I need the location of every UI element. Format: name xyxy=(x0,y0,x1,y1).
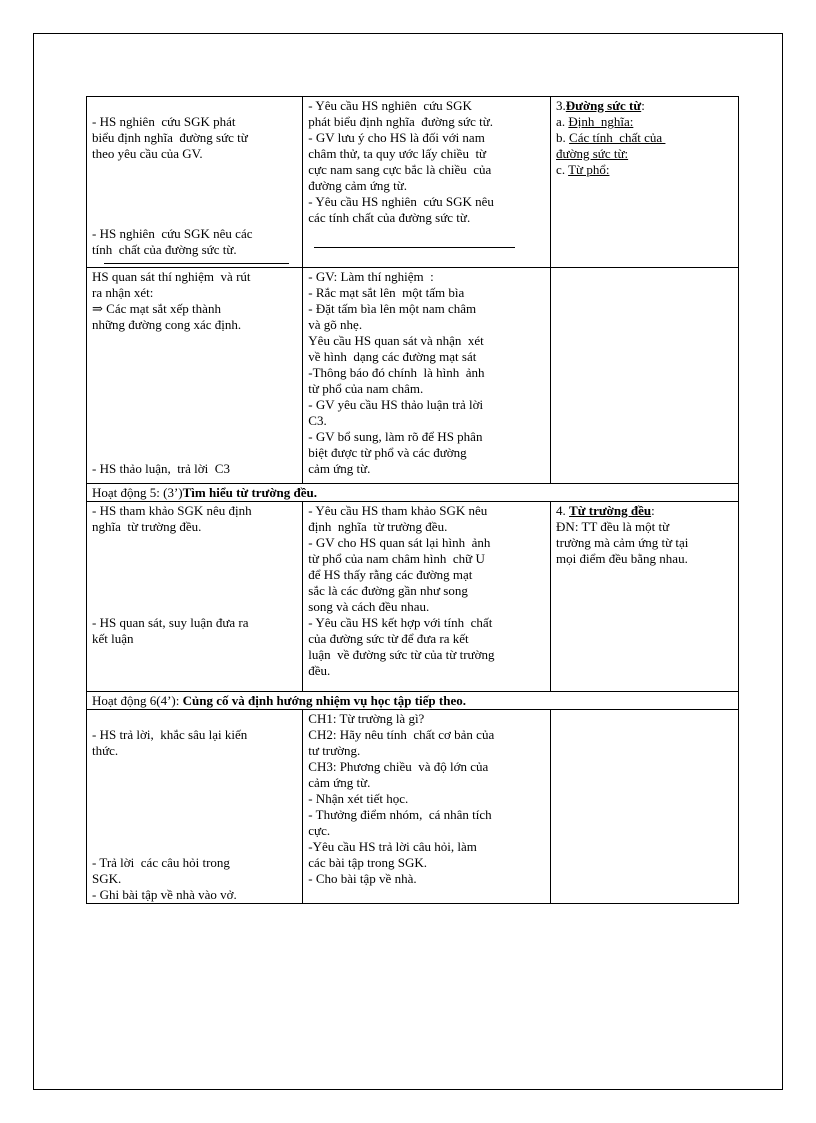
text-line: từ phổ của nam châm. xyxy=(308,381,424,396)
text-line: ⇒ Các mạt sắt xếp thành xyxy=(92,301,221,316)
content-cell xyxy=(551,502,739,692)
text-line: đường cảm ứng từ. xyxy=(308,178,408,193)
text-line: và gõ nhẹ. xyxy=(308,317,363,332)
subsection-b: b. Các tính chất của xyxy=(556,130,666,145)
lesson-plan-table xyxy=(86,96,739,904)
teacher-activity-cell xyxy=(303,97,551,268)
subsection-c: c. Từ phổ: xyxy=(556,162,610,177)
text-line: các bài tập trong SGK. xyxy=(308,855,428,870)
activity-title: Củng cố và định hướng nhiệm vụ học tập tiếp theo. xyxy=(182,693,466,708)
activity-title: Tìm hiểu từ trường đều. xyxy=(182,485,318,500)
text-line: - Yêu cầu HS nghiên cứu SGK nêu xyxy=(308,194,494,209)
text-line: của đường sức từ để đưa ra kết xyxy=(308,631,469,646)
student-activity-cell xyxy=(87,268,303,484)
text-line: nghĩa từ trường đều. xyxy=(92,519,202,534)
text-line: để HS thấy rằng các đường mạt xyxy=(308,567,473,582)
text-line: theo yêu cầu của GV. xyxy=(92,146,203,161)
student-activity-cell xyxy=(87,502,303,692)
activity-heading xyxy=(87,692,739,710)
text-line: những đường cong xác định. xyxy=(92,317,242,332)
text-line: cảm ứng từ. xyxy=(308,461,371,476)
text-line: - GV cho HS quan sát lại hình ảnh xyxy=(308,535,491,550)
text-line: tư trường. xyxy=(308,743,361,758)
content-cell xyxy=(551,97,739,268)
text-line: - HS tham khảo SGK nêu định xyxy=(92,503,252,518)
activity-label: Hoạt động 6(4’): xyxy=(92,693,183,708)
content-cell xyxy=(551,710,739,904)
text-line: cảm ứng từ. xyxy=(308,775,371,790)
content-cell xyxy=(551,268,739,484)
activity-6-heading-row xyxy=(87,692,739,710)
text-line: từ phổ của nam châm hình chữ U xyxy=(308,551,485,566)
text-line: song và cách đều nhau. xyxy=(308,599,430,614)
teacher-activity-cell xyxy=(303,710,551,904)
text-line: - Ghi bài tập về nhà vào vở. xyxy=(92,887,237,902)
text-line: CH3: Phương chiều và độ lớn của xyxy=(308,759,489,774)
section-heading: 3.Đường sức từ: xyxy=(556,98,645,113)
text-line: cực. xyxy=(308,823,331,838)
text-line: - GV yêu cầu HS thảo luận trả lời xyxy=(308,397,484,412)
text-line: ra nhận xét: xyxy=(92,285,154,300)
text-line: - GV: Làm thí nghiệm : xyxy=(308,269,434,284)
text-line: thức. xyxy=(92,743,119,758)
text-line: - Đặt tấm bìa lên một nam châm xyxy=(308,301,477,316)
text-line: tính chất của đường sức từ. xyxy=(92,242,237,257)
text-line: biểu định nghĩa đường sức từ xyxy=(92,130,248,145)
text-line: - GV lưu ý cho HS là đối với nam xyxy=(308,130,485,145)
text-line: định nghĩa từ trường đều. xyxy=(308,519,448,534)
student-activity-cell xyxy=(87,710,303,904)
text-line: về hình dạng các đường mạt sát xyxy=(308,349,477,364)
text-line: - Thưởng điểm nhóm, cá nhân tích xyxy=(308,807,492,822)
text-line: - Cho bài tập về nhà. xyxy=(308,871,417,886)
text-line: - HS nghiên cứu SGK nêu các xyxy=(92,226,253,241)
separator-line xyxy=(92,258,297,267)
student-activity-cell xyxy=(87,97,303,268)
text-line: -Yêu cầu HS trả lời câu hỏi, làm xyxy=(308,839,477,854)
text-line: - Nhận xét tiết học. xyxy=(308,791,409,806)
activity-5-heading-row xyxy=(87,484,739,502)
text-line: kết luận xyxy=(92,631,134,646)
text-line: CH1: Từ trường là gì? xyxy=(308,711,425,726)
text-line: châm thử, ta quy ước lấy chiều từ xyxy=(308,146,487,161)
table-row-field-lines xyxy=(87,97,739,268)
text-line: - HS trả lời, khắc sâu lại kiến xyxy=(92,727,248,742)
text-line: các tính chất của đường sức từ. xyxy=(308,210,471,225)
text-line: ĐN: TT đều là một từ xyxy=(556,519,670,534)
text-line: - HS quan sát, suy luận đưa ra xyxy=(92,615,249,630)
text-line: - Yêu cầu HS nghiên cứu SGK xyxy=(308,98,472,113)
text-line: Yêu cầu HS quan sát và nhận xét xyxy=(308,333,484,348)
text-line: SGK. xyxy=(92,871,122,886)
table-row-consolidation xyxy=(87,710,739,904)
text-line: mọi điểm đều bằng nhau. xyxy=(556,551,688,566)
text-line: -Thông báo đó chính là hình ảnh xyxy=(308,365,485,380)
text-line: phát biểu định nghĩa đường sức từ. xyxy=(308,114,493,129)
teacher-activity-cell xyxy=(303,502,551,692)
text-line: - HS thảo luận, trả lời C3 xyxy=(92,461,230,476)
text-line: - Yêu cầu HS kết hợp với tính chất xyxy=(308,615,493,630)
text-line: - GV bổ sung, làm rõ để HS phân xyxy=(308,429,483,444)
text-line: cực nam sang cực bắc là chiều của xyxy=(308,162,492,177)
text-line: luận về đường sức từ của từ trường xyxy=(308,647,495,662)
text-line: trường mà cảm ứng từ tại xyxy=(556,535,689,550)
text-line: HS quan sát thí nghiệm và rút xyxy=(92,269,251,284)
teacher-activity-cell xyxy=(303,268,551,484)
section-heading: 4. Từ trường đều: xyxy=(556,503,655,518)
activity-heading xyxy=(87,484,739,502)
text-line: CH2: Hãy nêu tính chất cơ bản của xyxy=(308,727,495,742)
subsection-a: a. Định nghĩa: xyxy=(556,114,634,129)
text-line: sắc là các đường gần như song xyxy=(308,583,468,598)
text-line: - Yêu cầu HS tham khảo SGK nêu xyxy=(308,503,488,518)
text-line: - Trả lời các câu hỏi trong xyxy=(92,855,230,870)
text-line: - HS nghiên cứu SGK phát xyxy=(92,114,236,129)
text-line: C3. xyxy=(308,413,327,428)
text-line: - Rắc mạt sắt lên một tấm bìa xyxy=(308,285,465,300)
text-line: đều. xyxy=(308,663,331,678)
text-line: biệt được từ phổ và các đường xyxy=(308,445,467,460)
separator-line xyxy=(308,242,545,251)
subsection-b-cont: đường sức từ: xyxy=(556,146,629,161)
activity-label: Hoạt động 5: (3’) xyxy=(92,485,183,500)
table-row-experiment xyxy=(87,268,739,484)
table-row-uniform-field xyxy=(87,502,739,692)
